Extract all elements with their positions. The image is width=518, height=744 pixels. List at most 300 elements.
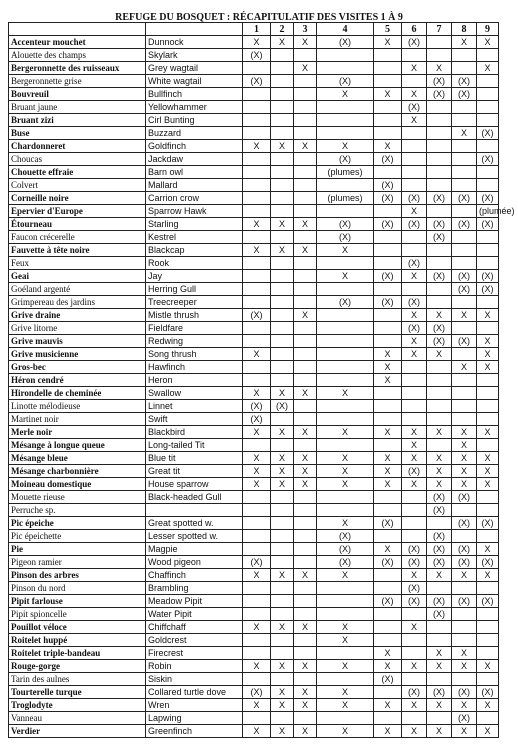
visit-cell	[477, 413, 499, 426]
visit-cell: (X)	[317, 543, 374, 556]
visit-cell: (X)	[477, 127, 499, 140]
visit-cell	[427, 517, 452, 530]
visit-cell	[317, 205, 374, 218]
visit-cell: X	[294, 699, 317, 712]
visit-cell	[374, 166, 402, 179]
visit-cell	[477, 504, 499, 517]
species-english-name: Heron	[146, 374, 243, 387]
visit-cell	[243, 322, 271, 335]
visit-cell: X	[402, 569, 427, 582]
visit-cell	[294, 400, 317, 413]
visit-cell	[452, 231, 477, 244]
visit-cell: (X)	[427, 270, 452, 283]
species-english-name: Robin	[146, 660, 243, 673]
visit-cell	[452, 608, 477, 621]
visit-cell: X	[243, 725, 271, 738]
species-french-name: Mésange bleue	[9, 452, 146, 465]
species-french-name: Mouette rieuse	[9, 491, 146, 504]
visit-cell	[243, 634, 271, 647]
table-row	[9, 361, 499, 374]
visit-cell: X	[317, 478, 374, 491]
visit-cell: (X)	[402, 322, 427, 335]
species-french-name: Feux	[9, 257, 146, 270]
visit-cell	[374, 62, 402, 75]
visit-cell	[452, 296, 477, 309]
table-row	[9, 582, 499, 595]
species-french-name: Pipit farlouse	[9, 595, 146, 608]
visit-cell	[452, 621, 477, 634]
visit-cell: X	[374, 647, 402, 660]
species-english-name: Goldfinch	[146, 140, 243, 153]
visit-cell: X	[427, 478, 452, 491]
species-english-name: Hawfinch	[146, 361, 243, 374]
species-french-name: Colvert	[9, 179, 146, 192]
visit-cell: X	[317, 140, 374, 153]
visit-cell	[243, 361, 271, 374]
table-row	[9, 127, 499, 140]
visit-cell	[243, 608, 271, 621]
visit-cell: X	[294, 660, 317, 673]
visit-cell: X	[271, 621, 294, 634]
visit-cell	[477, 166, 499, 179]
visit-cell: (X)	[477, 153, 499, 166]
table-row	[9, 634, 499, 647]
visit-cell: X	[294, 62, 317, 75]
visit-header: 3	[294, 23, 317, 36]
species-french-name: Merle noir	[9, 426, 146, 439]
visit-cell: (plumée)	[477, 205, 499, 218]
visit-cell	[402, 49, 427, 62]
visit-cell	[317, 608, 374, 621]
visit-cell	[271, 491, 294, 504]
visit-cell: X	[374, 140, 402, 153]
visit-cell	[294, 608, 317, 621]
species-english-name: Kestrel	[146, 231, 243, 244]
visit-cell: X	[294, 478, 317, 491]
visit-cell: (X)	[452, 595, 477, 608]
visit-cell: X	[317, 426, 374, 439]
visit-header: 2	[271, 23, 294, 36]
visit-cell: X	[271, 699, 294, 712]
visit-cell	[271, 543, 294, 556]
visit-cell: X	[294, 621, 317, 634]
visit-cell	[402, 166, 427, 179]
visit-cell	[271, 283, 294, 296]
visit-cell	[452, 504, 477, 517]
visit-cell: (X)	[243, 75, 271, 88]
visit-cell: X	[317, 725, 374, 738]
visit-cell: X	[271, 218, 294, 231]
visit-cell	[271, 504, 294, 517]
visit-cell: X	[374, 452, 402, 465]
visit-cell	[477, 75, 499, 88]
visit-cell	[452, 673, 477, 686]
visit-cell: X	[477, 478, 499, 491]
visit-cell	[243, 582, 271, 595]
visit-cell	[477, 49, 499, 62]
visit-cell	[427, 400, 452, 413]
visit-cell: X	[452, 439, 477, 452]
visit-header: 6	[402, 23, 427, 36]
visit-cell: (X)	[374, 556, 402, 569]
visit-cell: (X)	[243, 556, 271, 569]
visit-cell: X	[271, 36, 294, 49]
visit-cell: X	[243, 36, 271, 49]
table-row	[9, 62, 499, 75]
visit-cell	[294, 530, 317, 543]
visit-cell	[477, 621, 499, 634]
visit-cell	[402, 673, 427, 686]
visit-cell	[374, 114, 402, 127]
species-english-name: Goldcrest	[146, 634, 243, 647]
visit-cell: (X)	[243, 686, 271, 699]
table-row	[9, 348, 499, 361]
visit-cell: X	[374, 88, 402, 101]
species-english-name: Lapwing	[146, 712, 243, 725]
visit-cell	[294, 543, 317, 556]
visit-cell: X	[477, 699, 499, 712]
visit-cell: (X)	[427, 88, 452, 101]
species-english-name: House sparrow	[146, 478, 243, 491]
visit-cell: X	[427, 699, 452, 712]
visit-cell	[294, 413, 317, 426]
species-english-name: Barn owl	[146, 166, 243, 179]
visit-cell: X	[374, 348, 402, 361]
visit-cell: (X)	[402, 465, 427, 478]
visit-cell: X	[317, 270, 374, 283]
visit-cell	[294, 166, 317, 179]
visit-cell: (X)	[243, 413, 271, 426]
table-row	[9, 88, 499, 101]
visit-cell	[374, 530, 402, 543]
visit-cell: X	[374, 725, 402, 738]
species-english-name: Lesser spotted w.	[146, 530, 243, 543]
visit-cell	[294, 361, 317, 374]
visit-cell	[402, 75, 427, 88]
visit-cell	[477, 647, 499, 660]
visit-cell	[452, 634, 477, 647]
species-french-name: Chardonneret	[9, 140, 146, 153]
visit-cell: (X)	[452, 543, 477, 556]
visit-cell	[294, 582, 317, 595]
visit-cell	[271, 62, 294, 75]
visit-cell	[452, 205, 477, 218]
visit-cell: X	[477, 62, 499, 75]
visit-cell: X	[317, 660, 374, 673]
visit-cell	[243, 335, 271, 348]
visit-cell	[271, 712, 294, 725]
visit-cell	[294, 712, 317, 725]
visit-cell	[452, 348, 477, 361]
visit-cell	[427, 621, 452, 634]
visit-cell	[271, 634, 294, 647]
visit-cell	[402, 647, 427, 660]
visit-cell: X	[294, 452, 317, 465]
visit-cell: X	[402, 699, 427, 712]
species-french-name: Pic épeiche	[9, 517, 146, 530]
visit-cell: X	[477, 426, 499, 439]
visit-cell: X	[427, 569, 452, 582]
table-row	[9, 647, 499, 660]
visit-cell	[243, 530, 271, 543]
visit-cell	[427, 127, 452, 140]
visit-cell: X	[317, 686, 374, 699]
table-row	[9, 192, 499, 205]
visit-cell: X	[477, 725, 499, 738]
visit-cell: X	[402, 439, 427, 452]
visit-cell	[374, 400, 402, 413]
table-row	[9, 426, 499, 439]
visit-cell: (X)	[243, 49, 271, 62]
visit-cell	[374, 335, 402, 348]
visit-cell	[294, 517, 317, 530]
species-english-name: Water Pipit	[146, 608, 243, 621]
species-french-name: Héron cendré	[9, 374, 146, 387]
table-row	[9, 335, 499, 348]
visit-cell	[271, 348, 294, 361]
visit-cell	[427, 413, 452, 426]
visit-cell	[271, 205, 294, 218]
visit-cell: X	[427, 647, 452, 660]
species-french-name: Epervier d'Europe	[9, 205, 146, 218]
visit-cell: X	[243, 621, 271, 634]
visit-cell: X	[243, 348, 271, 361]
visit-cell: (X)	[427, 556, 452, 569]
species-english-name: Carrion crow	[146, 192, 243, 205]
visit-cell: (X)	[317, 556, 374, 569]
visit-cell: (X)	[374, 517, 402, 530]
visit-cell	[271, 179, 294, 192]
species-french-name: Rouge-gorge	[9, 660, 146, 673]
visit-cell	[402, 491, 427, 504]
visit-cell: X	[427, 62, 452, 75]
visit-cell	[243, 101, 271, 114]
visit-cell: X	[402, 621, 427, 634]
visit-cell: X	[374, 465, 402, 478]
species-english-name: Greenfinch	[146, 725, 243, 738]
visit-cell	[374, 504, 402, 517]
visit-cell	[271, 257, 294, 270]
visit-cell	[427, 179, 452, 192]
visit-cell	[243, 153, 271, 166]
visit-cell	[402, 712, 427, 725]
visit-cell: X	[402, 88, 427, 101]
visit-cell: (X)	[402, 257, 427, 270]
visit-cell: X	[243, 140, 271, 153]
visit-cell: (X)	[427, 192, 452, 205]
visit-cell: X	[374, 374, 402, 387]
species-french-name: Hirondelle de cheminée	[9, 387, 146, 400]
visit-cell	[477, 257, 499, 270]
visit-cell	[402, 530, 427, 543]
table-row	[9, 166, 499, 179]
visit-cell: X	[452, 36, 477, 49]
visit-cell: X	[427, 348, 452, 361]
visit-cell: (X)	[452, 517, 477, 530]
table-row	[9, 595, 499, 608]
species-french-name: Verdier	[9, 725, 146, 738]
species-french-name: Grive musicienne	[9, 348, 146, 361]
visit-cell: X	[452, 647, 477, 660]
visit-cell: X	[374, 660, 402, 673]
visit-cell	[271, 361, 294, 374]
visit-cell: X	[317, 465, 374, 478]
visit-cell	[294, 595, 317, 608]
visit-cell: X	[243, 244, 271, 257]
visit-cell: X	[294, 725, 317, 738]
species-french-name: Grimpereau des jardins	[9, 296, 146, 309]
visit-cell: (X)	[452, 491, 477, 504]
visit-cell: X	[317, 621, 374, 634]
visit-cell	[402, 413, 427, 426]
species-english-name: Dunnock	[146, 36, 243, 49]
species-english-name: Wood pigeon	[146, 556, 243, 569]
visit-cell: X	[294, 569, 317, 582]
species-french-name: Bruant jaune	[9, 101, 146, 114]
visit-cell: X	[427, 660, 452, 673]
visit-cell	[294, 296, 317, 309]
visit-cell: (X)	[402, 686, 427, 699]
page-title: REFUGE DU BOSQUET : RÉCAPITULATIF DES VISITES 1 À 9	[115, 12, 403, 23]
visit-cell	[243, 517, 271, 530]
species-english-name: Skylark	[146, 49, 243, 62]
visit-cell: X	[452, 309, 477, 322]
species-english-name: Chiffchaff	[146, 621, 243, 634]
visit-cell: X	[452, 725, 477, 738]
species-french-name: Pic épeichette	[9, 530, 146, 543]
visit-cell	[477, 296, 499, 309]
table-row	[9, 114, 499, 127]
visit-cell: X	[402, 114, 427, 127]
species-french-name: Linotte mélodieuse	[9, 400, 146, 413]
visit-cell	[243, 543, 271, 556]
visit-cell	[427, 49, 452, 62]
visit-cell	[452, 582, 477, 595]
species-english-name: Starling	[146, 218, 243, 231]
visit-cell	[427, 634, 452, 647]
visit-cell: X	[452, 699, 477, 712]
visit-cell	[243, 192, 271, 205]
visit-cell	[317, 62, 374, 75]
visit-cell	[243, 88, 271, 101]
species-french-name: Pigeon ramier	[9, 556, 146, 569]
header-row	[9, 23, 499, 36]
species-french-name: Bergeronnette des ruisseaux	[9, 62, 146, 75]
visit-cell: (X)	[317, 218, 374, 231]
table-row	[9, 556, 499, 569]
visit-cell	[477, 712, 499, 725]
visit-cell	[317, 127, 374, 140]
table-row	[9, 660, 499, 673]
visit-cell	[243, 296, 271, 309]
visit-cell	[294, 348, 317, 361]
visit-cell	[374, 569, 402, 582]
table-row	[9, 205, 499, 218]
visit-cell: (X)	[402, 192, 427, 205]
species-english-name: Magpie	[146, 543, 243, 556]
table-row	[9, 725, 499, 738]
species-english-name: Linnet	[146, 400, 243, 413]
species-french-name: Faucon crécerelle	[9, 231, 146, 244]
visit-header: 1	[243, 23, 271, 36]
table-row	[9, 49, 499, 62]
visit-cell	[294, 647, 317, 660]
visit-cell	[427, 140, 452, 153]
visit-cell	[271, 322, 294, 335]
visit-cell	[402, 517, 427, 530]
visit-cell	[317, 335, 374, 348]
visit-cell: X	[427, 465, 452, 478]
visit-cell: X	[477, 36, 499, 49]
visit-cell	[271, 309, 294, 322]
species-french-name: Pinson des arbres	[9, 569, 146, 582]
table-row	[9, 322, 499, 335]
visit-cell: (X)	[374, 270, 402, 283]
visit-cell: X	[317, 634, 374, 647]
species-english-name: Great tit	[146, 465, 243, 478]
species-french-name: Grive litorne	[9, 322, 146, 335]
visit-cell	[271, 153, 294, 166]
species-english-name: Long-tailed Tit	[146, 439, 243, 452]
visit-cell: X	[402, 205, 427, 218]
visit-cell	[374, 621, 402, 634]
visit-cell	[427, 673, 452, 686]
visit-cell: X	[294, 686, 317, 699]
visit-cell: (X)	[452, 686, 477, 699]
visit-cell: X	[374, 36, 402, 49]
visit-cell: (X)	[402, 218, 427, 231]
species-french-name: Goéland argenté	[9, 283, 146, 296]
visit-header: 8	[452, 23, 477, 36]
visit-cell	[477, 88, 499, 101]
visit-header: 5	[374, 23, 402, 36]
visit-cell: (X)	[477, 283, 499, 296]
visit-cell: X	[243, 387, 271, 400]
visit-cell	[477, 179, 499, 192]
visit-cell: (X)	[427, 322, 452, 335]
species-english-name: Bullfinch	[146, 88, 243, 101]
visit-cell	[452, 530, 477, 543]
visit-cell	[374, 413, 402, 426]
visit-cell	[477, 231, 499, 244]
visit-cell: X	[374, 361, 402, 374]
visit-cell: X	[477, 309, 499, 322]
visit-cell: (X)	[477, 192, 499, 205]
visit-cell: (X)	[402, 101, 427, 114]
visit-cell	[294, 283, 317, 296]
visit-cell	[317, 491, 374, 504]
visit-cell	[427, 205, 452, 218]
visit-cell: X	[427, 309, 452, 322]
species-english-name: Firecrest	[146, 647, 243, 660]
species-english-name: Mallard	[146, 179, 243, 192]
visit-cell	[427, 439, 452, 452]
visit-cell	[271, 413, 294, 426]
species-french-name: Étourneau	[9, 218, 146, 231]
visit-cell	[452, 62, 477, 75]
visit-cell	[477, 634, 499, 647]
visit-cell	[477, 582, 499, 595]
table-row	[9, 179, 499, 192]
visit-cell	[243, 595, 271, 608]
table-row	[9, 413, 499, 426]
visit-cell	[402, 608, 427, 621]
species-english-name: Yellowhammer	[146, 101, 243, 114]
visit-cell	[477, 322, 499, 335]
visit-cell	[427, 153, 452, 166]
visit-cell: (X)	[427, 218, 452, 231]
visit-cell	[427, 582, 452, 595]
